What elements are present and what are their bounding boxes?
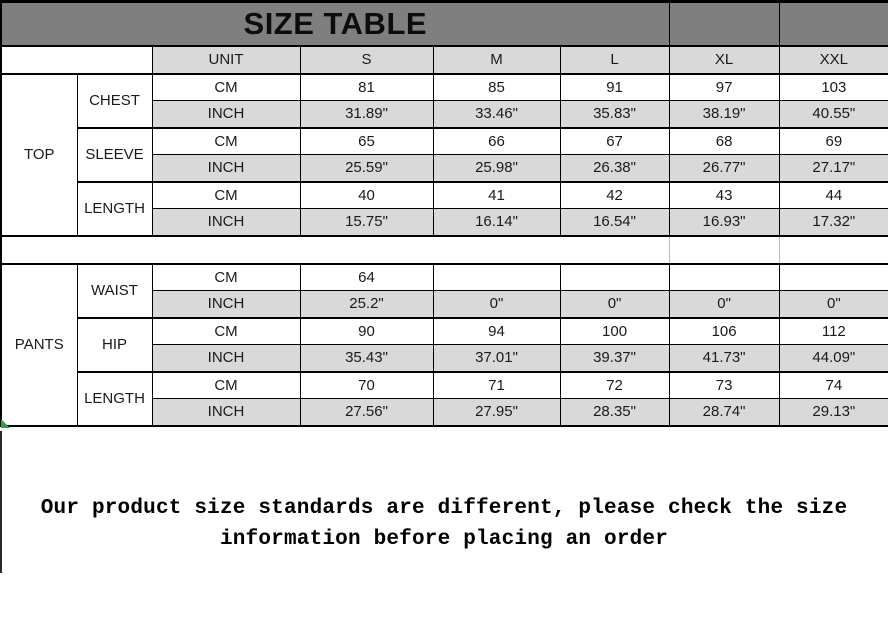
measure-cell-pants-length: LENGTH — [77, 372, 152, 426]
value-cell: 40.55" — [779, 101, 888, 128]
value-cell: 90 — [300, 318, 433, 345]
separator-row — [1, 236, 888, 264]
note-area — [0, 427, 888, 555]
unit-cell: CM — [152, 264, 300, 291]
value-cell: 0" — [433, 291, 560, 318]
unit-cell: INCH — [152, 101, 300, 128]
value-cell: 28.74" — [669, 399, 779, 426]
unit-cell: INCH — [152, 155, 300, 182]
value-cell: 16.93" — [669, 209, 779, 236]
value-cell: 0" — [560, 291, 669, 318]
separator-cell — [669, 236, 779, 264]
value-cell: 44.09" — [779, 345, 888, 372]
header-spacer-cell — [669, 2, 779, 46]
value-cell: 67 — [560, 128, 669, 155]
value-cell: 85 — [433, 74, 560, 101]
value-cell: 73 — [669, 372, 779, 399]
value-cell: 43 — [669, 182, 779, 209]
note-line-2: information before placing an order — [219, 527, 669, 551]
column-header-xl: XL — [669, 46, 779, 74]
category-cell-pants: PANTS — [1, 264, 77, 426]
table-title: SIZE TABLE — [1, 2, 669, 46]
measure-cell-hip: HIP — [77, 318, 152, 372]
measure-cell-chest: CHEST — [77, 74, 152, 128]
value-cell — [433, 264, 560, 291]
value-cell: 28.35" — [560, 399, 669, 426]
value-cell: 81 — [300, 74, 433, 101]
value-cell: 65 — [300, 128, 433, 155]
value-cell: 33.46" — [433, 101, 560, 128]
category-cell-top: TOP — [1, 74, 77, 236]
measure-cell-length: LENGTH — [77, 182, 152, 236]
note-text — [0, 493, 888, 555]
table-row — [1, 128, 888, 155]
value-cell: 29.13" — [779, 399, 888, 426]
value-cell: 41 — [433, 182, 560, 209]
unit-cell: CM — [152, 128, 300, 155]
column-header-xxl: XXL — [779, 46, 888, 74]
value-cell: 64 — [300, 264, 433, 291]
unit-cell: INCH — [152, 345, 300, 372]
value-cell: 103 — [779, 74, 888, 101]
column-header-s: S — [300, 46, 433, 74]
value-cell — [779, 264, 888, 291]
value-cell: 112 — [779, 318, 888, 345]
value-cell: 72 — [560, 372, 669, 399]
table-row — [1, 182, 888, 209]
value-cell: 39.37" — [560, 345, 669, 372]
corner-blank-cell — [1, 46, 152, 74]
value-cell: 38.19" — [669, 101, 779, 128]
separator-cell — [779, 236, 888, 264]
measure-cell-waist: WAIST — [77, 264, 152, 318]
value-cell: 41.73" — [669, 345, 779, 372]
value-cell: 91 — [560, 74, 669, 101]
value-cell: 100 — [560, 318, 669, 345]
unit-cell: CM — [152, 372, 300, 399]
value-cell: 25.98" — [433, 155, 560, 182]
column-header-unit: UNIT — [152, 46, 300, 74]
value-cell: 68 — [669, 128, 779, 155]
table-row — [1, 372, 888, 399]
separator-cell — [1, 236, 669, 264]
value-cell: 25.2" — [300, 291, 433, 318]
value-cell: 94 — [433, 318, 560, 345]
column-header-row — [1, 46, 888, 74]
table-row — [1, 74, 888, 101]
unit-cell: CM — [152, 318, 300, 345]
value-cell: 0" — [669, 291, 779, 318]
value-cell: 69 — [779, 128, 888, 155]
value-cell: 15.75" — [300, 209, 433, 236]
value-cell: 26.38" — [560, 155, 669, 182]
value-cell: 35.43" — [300, 345, 433, 372]
value-cell — [669, 264, 779, 291]
value-cell — [560, 264, 669, 291]
unit-cell: INCH — [152, 209, 300, 236]
value-cell: 106 — [669, 318, 779, 345]
value-cell: 0" — [779, 291, 888, 318]
table-row — [1, 264, 888, 291]
value-cell: 66 — [433, 128, 560, 155]
unit-cell: INCH — [152, 399, 300, 426]
value-cell: 71 — [433, 372, 560, 399]
value-cell: 17.32" — [779, 209, 888, 236]
value-cell: 16.14" — [433, 209, 560, 236]
value-cell: 40 — [300, 182, 433, 209]
value-cell: 27.56" — [300, 399, 433, 426]
value-cell: 42 — [560, 182, 669, 209]
value-cell: 16.54" — [560, 209, 669, 236]
value-cell: 37.01" — [433, 345, 560, 372]
value-cell: 27.17" — [779, 155, 888, 182]
measure-cell-sleeve: SLEEVE — [77, 128, 152, 182]
value-cell: 35.83" — [560, 101, 669, 128]
column-header-m: M — [433, 46, 560, 74]
value-cell: 27.95" — [433, 399, 560, 426]
value-cell: 70 — [300, 372, 433, 399]
value-cell: 31.89" — [300, 101, 433, 128]
value-cell: 44 — [779, 182, 888, 209]
header-spacer-cell — [779, 2, 888, 46]
unit-cell: CM — [152, 182, 300, 209]
value-cell: 25.59" — [300, 155, 433, 182]
unit-cell: CM — [152, 74, 300, 101]
note-line-1: Our product size standards are different, please check the size — [40, 496, 848, 520]
value-cell: 26.77" — [669, 155, 779, 182]
title-row — [1, 2, 888, 46]
column-header-l: L — [560, 46, 669, 74]
table-row — [1, 318, 888, 345]
value-cell: 97 — [669, 74, 779, 101]
unit-cell: INCH — [152, 291, 300, 318]
value-cell: 74 — [779, 372, 888, 399]
